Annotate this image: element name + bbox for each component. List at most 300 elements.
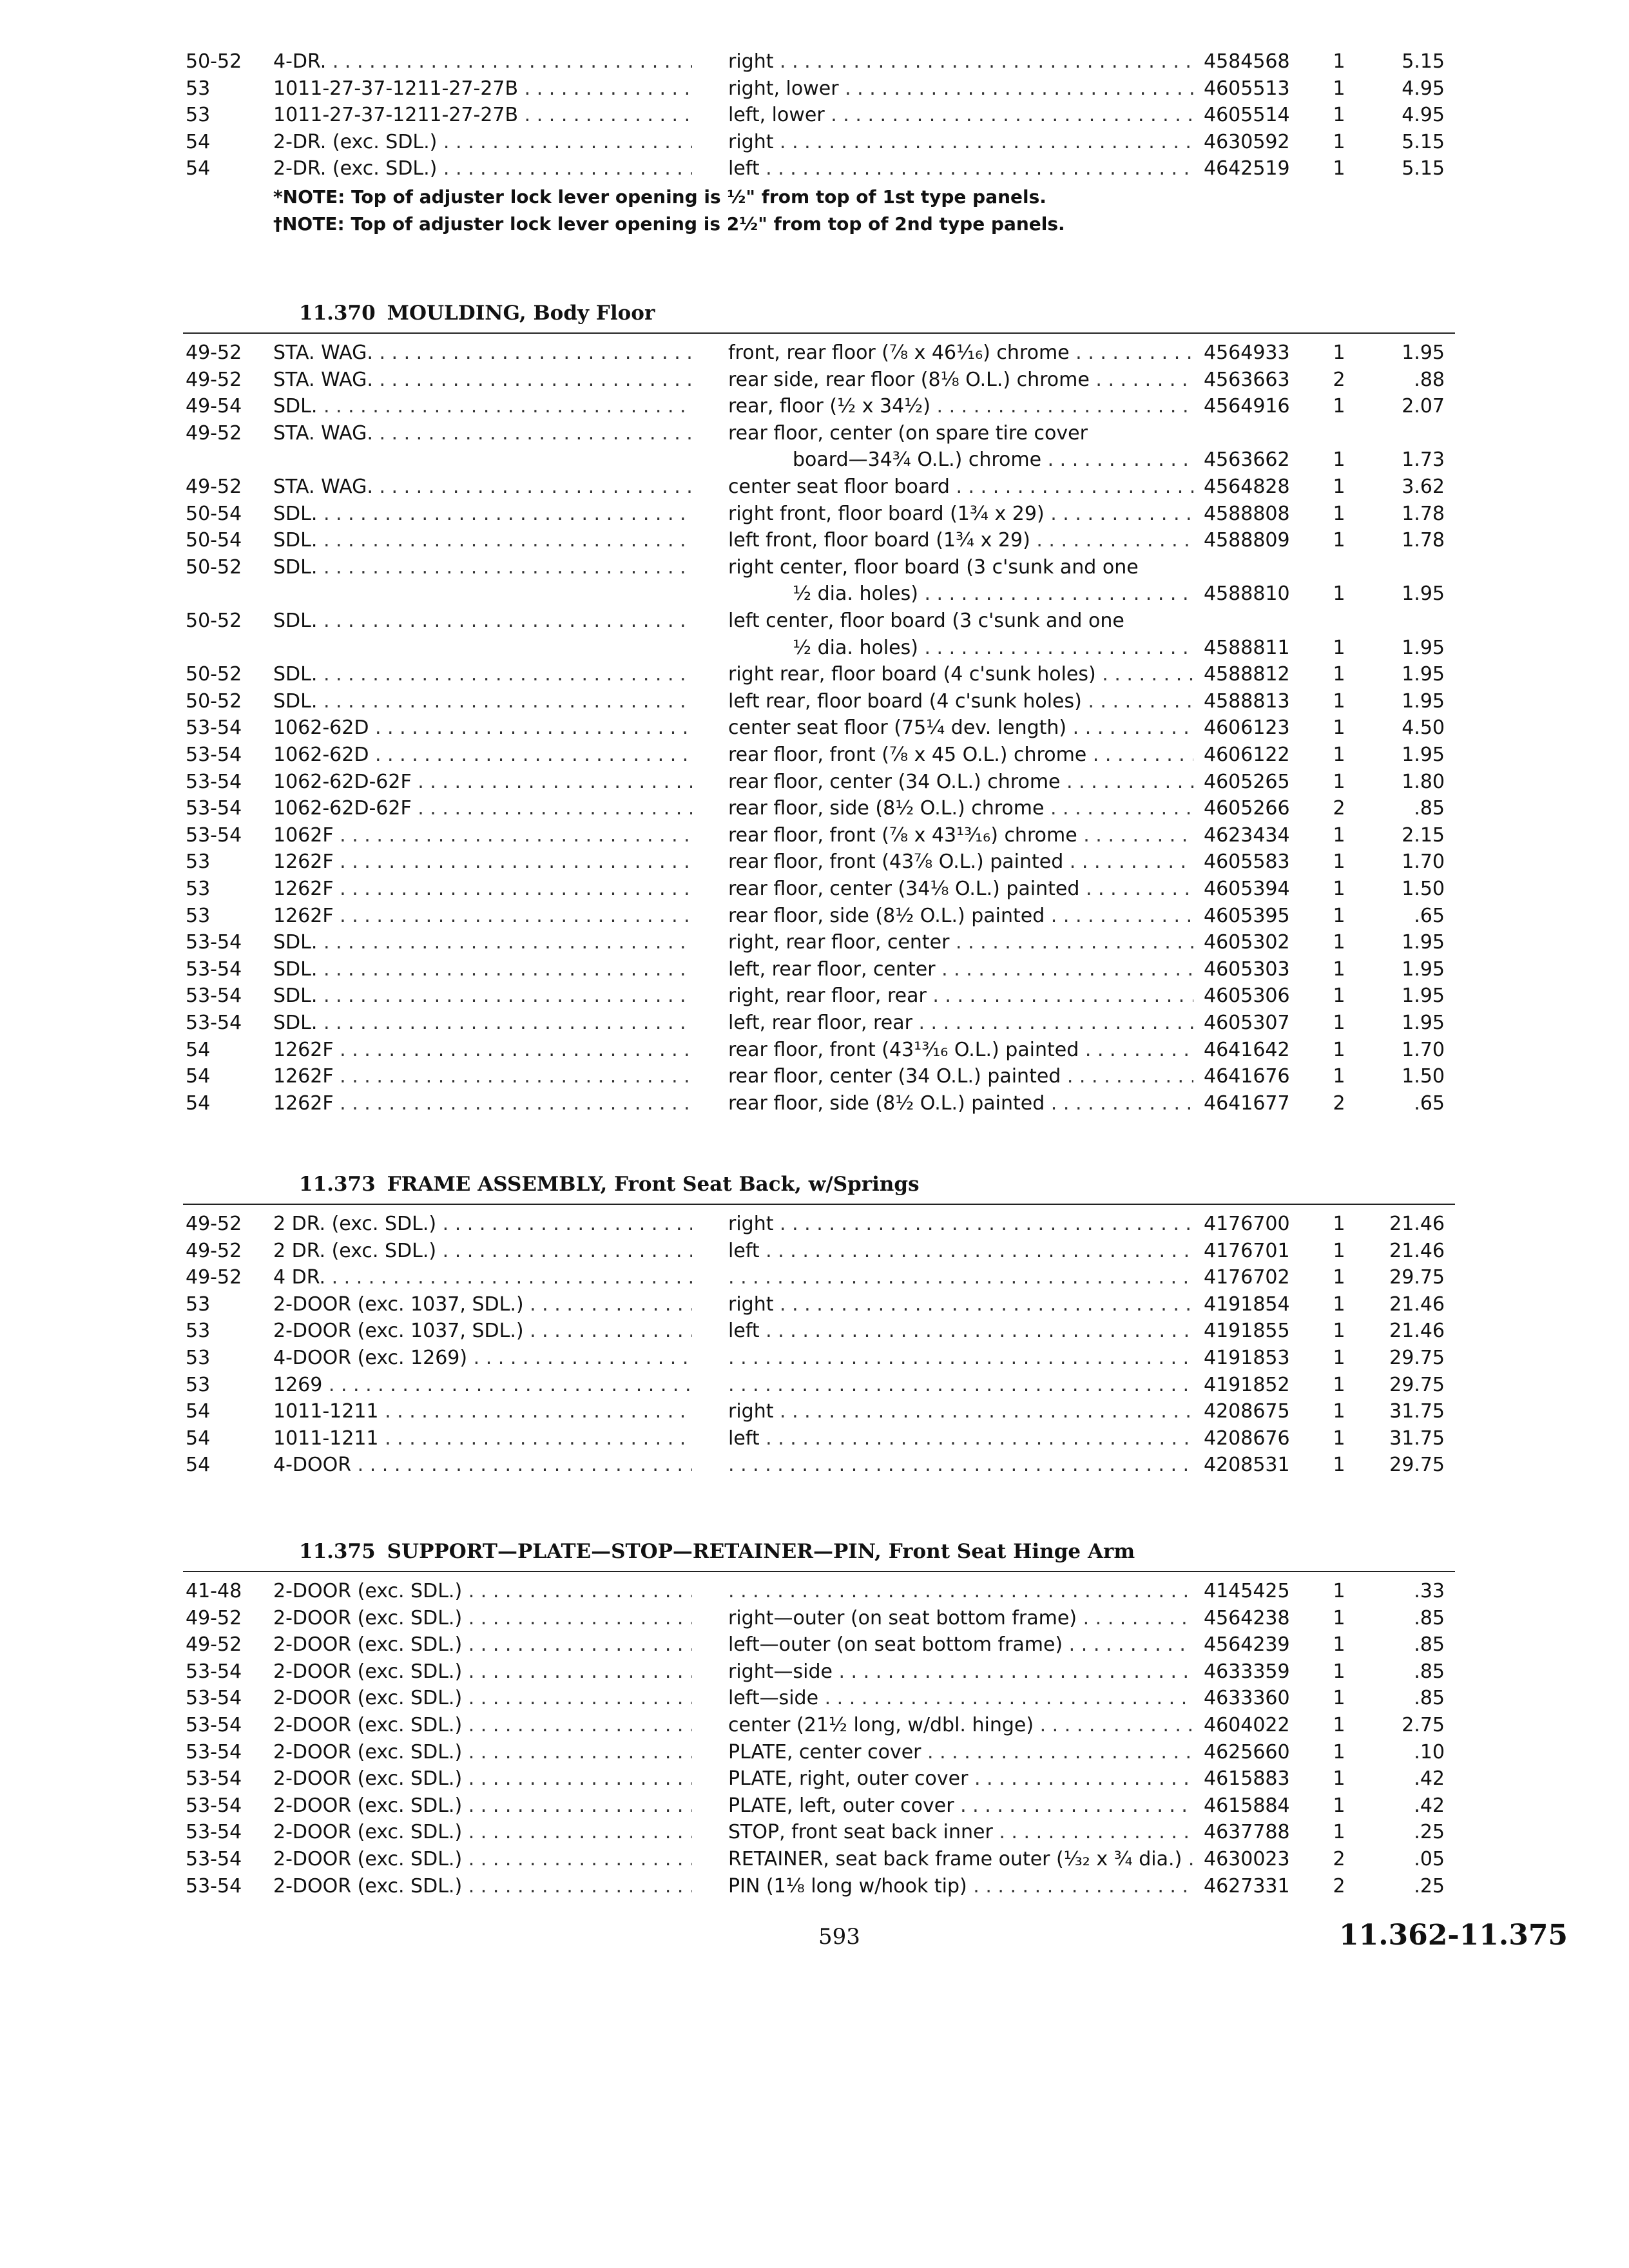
quantity-cell: 1 [1333, 1687, 1345, 1710]
description-cell: ½ dia. holes) . . . [793, 581, 1193, 607]
quantity-cell: 1 [1333, 157, 1345, 180]
part-number-cell: 4623434 [1204, 823, 1290, 847]
table-row [0, 769, 1629, 795]
quantity-cell: 1 [1333, 582, 1345, 606]
year-cell: 50-52 [186, 663, 242, 686]
quantity-cell: 1 [1333, 104, 1345, 127]
description-cell: RETAINER, seat back frame outer (¹⁄₃₂ x ¾ dia.) . . . [728, 1847, 1193, 1872]
quantity-cell: 1 [1333, 1767, 1345, 1791]
year-cell: 50-52 [186, 689, 242, 713]
quantity-cell: 1 [1333, 1794, 1345, 1817]
quantity-cell: 1 [1333, 850, 1345, 874]
year-cell: 54 [186, 1400, 211, 1423]
quantity-cell: 2 [1333, 1874, 1345, 1898]
year-cell: 49-54 [186, 395, 242, 418]
part-number-cell: 4564239 [1204, 1633, 1290, 1657]
model-cell: SDL. . . . [273, 528, 692, 553]
table-row [0, 1091, 1629, 1117]
description-cell: right front, floor board (1¾ x 29) . . . [728, 501, 1193, 527]
part-number-cell: 4605303 [1204, 957, 1290, 981]
model-cell: 2 DR. (exc. SDL.) . . . [273, 1211, 692, 1237]
model-cell: STA. WAG. . . . [273, 367, 692, 393]
model-cell: 2-DOOR (exc. SDL.) . . . [273, 1874, 692, 1899]
description-cell: left front, floor board (1¾ x 29) . . . [728, 528, 1193, 553]
price-cell: .42 [1414, 1767, 1445, 1791]
model-cell: 2-DOOR (exc. SDL.) . . . [273, 1740, 692, 1765]
quantity-cell: 1 [1333, 1400, 1345, 1423]
year-cell: 49-52 [186, 368, 242, 391]
part-number-cell: 4605266 [1204, 797, 1290, 820]
quantity-cell: 1 [1333, 636, 1345, 659]
year-cell: 49-52 [186, 1606, 242, 1629]
quantity-cell: 1 [1333, 1038, 1345, 1061]
part-number-cell: 4605514 [1204, 104, 1290, 127]
model-cell: 1262F . . . [273, 903, 692, 929]
part-number-cell: 4208676 [1204, 1427, 1290, 1450]
price-cell: .10 [1414, 1740, 1445, 1763]
price-cell: .65 [1414, 1091, 1445, 1115]
quantity-cell: 1 [1333, 878, 1345, 900]
year-cell: 53-54 [186, 770, 242, 793]
price-cell: 1.95 [1402, 1012, 1445, 1034]
year-cell: 53 [186, 1373, 211, 1396]
quantity-cell: 1 [1333, 904, 1345, 927]
price-cell: .25 [1414, 1874, 1445, 1898]
model-cell: 1062-62D . . . [273, 715, 692, 741]
part-number-cell: 4615883 [1204, 1767, 1290, 1791]
price-cell: .85 [1414, 1633, 1445, 1657]
quantity-cell: 1 [1333, 1239, 1345, 1262]
table-row [0, 49, 1629, 75]
year-cell: 50-54 [186, 529, 242, 552]
table-row [0, 102, 1629, 128]
quantity-cell: 1 [1333, 663, 1345, 686]
price-cell: .65 [1414, 904, 1445, 927]
quantity-cell: 1 [1333, 744, 1345, 766]
year-cell: 53-54 [186, 1874, 242, 1898]
model-cell: 4 DR. . . . [273, 1265, 692, 1291]
table-row [0, 1399, 1629, 1425]
price-cell: .42 [1414, 1794, 1445, 1817]
year-cell: 50-52 [186, 555, 242, 579]
year-cell: 53-54 [186, 823, 242, 847]
part-number-cell: 4588811 [1204, 636, 1290, 659]
page-number: 593 [818, 1924, 860, 1950]
description-cell: rear floor, center (34 O.L.) painted . . . [728, 1064, 1193, 1090]
model-cell: 1011-1211 . . . [273, 1399, 692, 1425]
year-cell: 53-54 [186, 1660, 242, 1683]
description-cell: left, rear floor, rear . . . [728, 1010, 1193, 1036]
description-cell: PLATE, right, outer cover . . . [728, 1766, 1193, 1792]
year-cell: 54 [186, 130, 211, 153]
quantity-cell: 1 [1333, 1821, 1345, 1844]
price-cell: 4.95 [1402, 104, 1445, 127]
description-cell: rear floor, center (34 O.L.) chrome . . . [728, 769, 1193, 795]
description-cell: right . . . [728, 49, 1193, 75]
model-cell: 2-DOOR (exc. SDL.) . . . [273, 1820, 692, 1845]
model-cell: 2-DOOR (exc. SDL.) . . . [273, 1766, 692, 1792]
price-cell: 1.78 [1402, 502, 1445, 525]
table-row [0, 1766, 1629, 1792]
description-cell: PLATE, center cover . . . [728, 1740, 1193, 1765]
description-cell: PIN (1⅛ long w/hook tip) . . . [728, 1874, 1193, 1899]
quantity-cell: 1 [1333, 1606, 1345, 1629]
model-cell: 1062F . . . [273, 823, 692, 849]
table-row-continuation [0, 581, 1629, 607]
price-cell: 4.95 [1402, 77, 1445, 100]
model-cell: 4-DOOR . . . [273, 1452, 692, 1478]
part-number-cell: 4584568 [1204, 50, 1290, 73]
price-cell: .85 [1414, 1687, 1445, 1710]
part-number-cell: 4145425 [1204, 1580, 1290, 1602]
table-row [0, 1793, 1629, 1819]
quantity-cell: 1 [1333, 985, 1345, 1008]
year-cell: 53-54 [186, 797, 242, 820]
quantity-cell: 1 [1333, 341, 1345, 364]
table-row [0, 1037, 1629, 1063]
description-cell [728, 1579, 1193, 1604]
price-cell: 3.62 [1402, 476, 1445, 498]
quantity-cell: 1 [1333, 1373, 1345, 1396]
model-cell: STA. WAG. . . . [273, 340, 692, 366]
part-number-cell: 4191853 [1204, 1347, 1290, 1369]
year-cell: 50-52 [186, 50, 242, 73]
part-number-cell: 4615884 [1204, 1794, 1290, 1817]
quantity-cell: 1 [1333, 1293, 1345, 1316]
part-number-cell: 4606123 [1204, 716, 1290, 740]
description-cell: rear floor, side (8½ O.L.) chrome . . . [728, 796, 1193, 822]
quantity-cell: 1 [1333, 1427, 1345, 1450]
table-row [0, 849, 1629, 875]
year-cell: 53-54 [186, 1740, 242, 1763]
year-cell: 53-54 [186, 1767, 242, 1791]
quantity-cell: 1 [1333, 1580, 1345, 1602]
description-cell: rear floor, center (on spare tire cover [728, 421, 1088, 445]
table-row [0, 715, 1629, 741]
part-number-cell: 4605395 [1204, 904, 1290, 927]
price-cell: 31.75 [1389, 1400, 1445, 1423]
part-number-cell: 4191852 [1204, 1373, 1290, 1396]
quantity-cell: 1 [1333, 1065, 1345, 1088]
model-cell: 2-DOOR (exc. SDL.) . . . [273, 1847, 692, 1872]
year-cell: 49-52 [186, 1239, 242, 1262]
table-row [0, 1847, 1629, 1872]
price-cell: .05 [1414, 1848, 1445, 1870]
price-cell: 1.50 [1402, 878, 1445, 900]
part-number-cell: 4630023 [1204, 1848, 1290, 1870]
price-cell: 1.95 [1402, 341, 1445, 364]
description-cell: center seat floor (75¼ dev. length) . . . [728, 715, 1193, 741]
model-cell: SDL. . . . [273, 689, 692, 715]
model-cell: SDL. . . . [273, 394, 692, 419]
description-cell: center (21½ long, w/dbl. hinge) . . . [728, 1713, 1193, 1738]
table-row [0, 1740, 1629, 1765]
part-number-cell: 4606122 [1204, 744, 1290, 766]
table-row [0, 1606, 1629, 1631]
model-cell: 2-DOOR (exc. 1037, SDL.) . . . [273, 1292, 692, 1318]
quantity-cell: 1 [1333, 1714, 1345, 1736]
model-cell: SDL. . . . [273, 930, 692, 956]
model-cell: SDL. . . . [273, 555, 692, 581]
description-cell: right—outer (on seat bottom frame) . . . [728, 1606, 1193, 1631]
part-number-cell: 4588810 [1204, 582, 1290, 606]
price-cell: .33 [1414, 1580, 1445, 1602]
table-row [0, 823, 1629, 849]
table-row [0, 156, 1629, 182]
footnote: *NOTE: Top of adjuster lock lever opening is ½" from top of 1st type panels. [273, 186, 1046, 207]
model-cell: 2-DOOR (exc. SDL.) . . . [273, 1632, 692, 1658]
part-number-cell: 4605265 [1204, 770, 1290, 793]
part-number-cell: 4641676 [1204, 1065, 1290, 1088]
model-cell: SDL. . . . [273, 957, 692, 983]
part-number-cell: 4604022 [1204, 1714, 1290, 1736]
description-cell: front, rear floor (⅞ x 46¹⁄₁₆) chrome . . . [728, 340, 1193, 366]
table-row-continuation [0, 447, 1629, 473]
price-cell: 5.15 [1402, 130, 1445, 153]
model-cell: 4-DOOR (exc. 1269) . . . [273, 1345, 692, 1371]
quantity-cell: 1 [1333, 1213, 1345, 1235]
table-row [0, 930, 1629, 956]
description-cell: right, rear floor, rear . . . [728, 983, 1193, 1009]
table-row [0, 796, 1629, 822]
year-cell: 49-52 [186, 476, 242, 498]
section-heading [299, 299, 655, 327]
table-row [0, 340, 1629, 366]
part-number-cell: 4633360 [1204, 1687, 1290, 1710]
table-row [0, 394, 1629, 419]
part-number-cell: 4641677 [1204, 1091, 1290, 1115]
description-cell: right . . . [728, 130, 1193, 155]
part-number-cell: 4588809 [1204, 529, 1290, 552]
year-cell: 53-54 [186, 931, 242, 954]
description-cell: rear floor, center (34⅛ O.L.) painted . . . [728, 876, 1193, 902]
section-rule [183, 1571, 1455, 1572]
description-cell: rear floor, side (8½ O.L.) painted . . . [728, 903, 1193, 929]
description-cell: left . . . [728, 1238, 1193, 1264]
table-row [0, 1292, 1629, 1318]
price-cell: 21.46 [1389, 1213, 1445, 1235]
year-cell: 53 [186, 850, 211, 874]
model-cell: 2-DOOR (exc. SDL.) . . . [273, 1713, 692, 1738]
price-cell: 21.46 [1389, 1293, 1445, 1316]
price-cell: 1.95 [1402, 663, 1445, 686]
table-row [0, 1579, 1629, 1604]
description-cell: right . . . [728, 1211, 1193, 1237]
description-cell: left center, floor board (3 c'sunk and one [728, 610, 1124, 632]
quantity-cell: 1 [1333, 1633, 1345, 1657]
price-cell: 1.95 [1402, 689, 1445, 713]
quantity-cell: 1 [1333, 957, 1345, 981]
table-row [0, 1452, 1629, 1478]
section-title: MOULDING, Body Floor [387, 302, 655, 325]
model-cell: STA. WAG. . . . [273, 474, 692, 500]
quantity-cell: 1 [1333, 50, 1345, 73]
section-title: FRAME ASSEMBLY, Front Seat Back, w/Springs [387, 1173, 920, 1196]
price-cell: 2.75 [1402, 1714, 1445, 1736]
model-cell: 2-DOOR (exc. SDL.) . . . [273, 1686, 692, 1711]
model-cell: 2-DR. (exc. SDL.) . . . [273, 156, 692, 182]
price-cell: 1.95 [1402, 957, 1445, 981]
table-row [0, 742, 1629, 768]
price-cell: 1.95 [1402, 582, 1445, 606]
part-number-cell: 4564933 [1204, 341, 1290, 364]
model-cell: 1262F . . . [273, 1064, 692, 1090]
description-cell: right, lower . . . [728, 76, 1193, 102]
quantity-cell: 1 [1333, 1012, 1345, 1034]
description-cell: rear side, rear floor (8⅛ O.L.) chrome . . . [728, 367, 1193, 393]
price-cell: 5.15 [1402, 157, 1445, 180]
year-cell: 50-54 [186, 502, 242, 525]
price-cell: 1.95 [1402, 985, 1445, 1008]
part-number-cell: 4637788 [1204, 1821, 1290, 1844]
description-cell: right, rear floor, center . . . [728, 930, 1193, 956]
part-number-cell: 4642519 [1204, 157, 1290, 180]
description-cell: right rear, floor board (4 c'sunk holes) . . . [728, 662, 1193, 687]
year-cell: 53-54 [186, 1714, 242, 1736]
section-title: SUPPORT—PLATE—STOP—RETAINER—PIN, Front Seat Hinge Arm [387, 1540, 1135, 1563]
description-cell: right . . . [728, 1292, 1193, 1318]
model-cell: SDL. . . . [273, 1010, 692, 1036]
price-cell: .25 [1414, 1821, 1445, 1844]
part-number-cell: 4605583 [1204, 850, 1290, 874]
price-cell: 1.80 [1402, 770, 1445, 793]
year-cell: 53-54 [186, 716, 242, 740]
table-row [0, 689, 1629, 715]
price-cell: 4.50 [1402, 716, 1445, 740]
description-cell [728, 1372, 1193, 1398]
price-cell: 21.46 [1389, 1239, 1445, 1262]
part-number-cell: 4191854 [1204, 1293, 1290, 1316]
price-cell: 5.15 [1402, 50, 1445, 73]
table-row [0, 1820, 1629, 1845]
page-range: 11.362-11.375 [1339, 1919, 1568, 1952]
model-cell: 2-DOOR (exc. 1037, SDL.) . . . [273, 1318, 692, 1344]
quantity-cell: 2 [1333, 1848, 1345, 1870]
description-cell: rear floor, side (8½ O.L.) painted . . . [728, 1091, 1193, 1117]
description-cell: left, rear floor, center . . . [728, 957, 1193, 983]
quantity-cell: 1 [1333, 1740, 1345, 1763]
table-row [0, 1659, 1629, 1685]
section-heading [299, 1537, 1135, 1566]
description-cell [728, 1452, 1193, 1478]
price-cell: 1.95 [1402, 744, 1445, 766]
price-cell: 1.95 [1402, 636, 1445, 659]
section-rule [183, 332, 1455, 334]
model-cell: 2-DOOR (exc. SDL.) . . . [273, 1793, 692, 1819]
description-cell: PLATE, left, outer cover . . . [728, 1793, 1193, 1819]
table-row [0, 528, 1629, 553]
table-row [0, 1064, 1629, 1090]
description-cell: right—side . . . [728, 1659, 1193, 1685]
part-number-cell: 4630592 [1204, 130, 1290, 153]
description-cell: left, lower . . . [728, 102, 1193, 128]
table-row [0, 130, 1629, 155]
year-cell: 41-48 [186, 1580, 242, 1602]
year-cell: 53-54 [186, 1794, 242, 1817]
quantity-cell: 1 [1333, 716, 1345, 740]
part-number-cell: 4176701 [1204, 1239, 1290, 1262]
year-cell: 53 [186, 904, 211, 927]
year-cell: 54 [186, 1091, 211, 1115]
quantity-cell: 2 [1333, 1091, 1345, 1115]
year-cell: 54 [186, 1454, 211, 1477]
quantity-cell: 1 [1333, 1454, 1345, 1477]
quantity-cell: 1 [1333, 770, 1345, 793]
table-row [0, 501, 1629, 527]
price-cell: .85 [1414, 1606, 1445, 1629]
model-cell: 4-DR. . . . [273, 49, 692, 75]
table-row [0, 421, 1629, 447]
model-cell: 1062-62D-62F . . . [273, 769, 692, 795]
table-row [0, 555, 1629, 581]
model-cell: 2-DOOR (exc. SDL.) . . . [273, 1659, 692, 1685]
description-cell: left—side . . . [728, 1686, 1193, 1711]
year-cell: 49-52 [186, 1266, 242, 1289]
section-heading [299, 1170, 920, 1198]
description-cell: right center, floor board (3 c'sunk and one [728, 555, 1139, 579]
price-cell: 29.75 [1389, 1347, 1445, 1369]
part-number-cell: 4605306 [1204, 985, 1290, 1008]
section-number: 11.375 [299, 1540, 376, 1563]
model-cell: SDL. . . . [273, 608, 692, 634]
table-row [0, 76, 1629, 102]
price-cell: .88 [1414, 368, 1445, 391]
part-number-cell: 4625660 [1204, 1740, 1290, 1763]
year-cell: 49-52 [186, 1633, 242, 1657]
footnote: †NOTE: Top of adjuster lock lever opening is 2½" from top of 2nd type panels. [273, 213, 1065, 235]
price-cell: 1.50 [1402, 1065, 1445, 1088]
description-cell: rear floor, front (43⅞ O.L.) painted . . . [728, 849, 1193, 875]
part-number-cell: 4627331 [1204, 1874, 1290, 1898]
year-cell: 53 [186, 1293, 211, 1316]
table-row [0, 1318, 1629, 1344]
table-row [0, 1010, 1629, 1036]
part-number-cell: 4208531 [1204, 1454, 1290, 1477]
quantity-cell: 1 [1333, 823, 1345, 847]
quantity-cell: 1 [1333, 395, 1345, 418]
model-cell: SDL. . . . [273, 983, 692, 1009]
description-cell: left . . . [728, 1318, 1193, 1344]
year-cell: 53-54 [186, 1012, 242, 1034]
year-cell: 53-54 [186, 1848, 242, 1870]
part-number-cell: 4564916 [1204, 395, 1290, 418]
part-number-cell: 4176702 [1204, 1266, 1290, 1289]
table-row [0, 1686, 1629, 1711]
model-cell: 1262F . . . [273, 1091, 692, 1117]
price-cell: 1.70 [1402, 850, 1445, 874]
quantity-cell: 2 [1333, 797, 1345, 820]
table-row [0, 474, 1629, 500]
year-cell: 54 [186, 1427, 211, 1450]
table-row [0, 1238, 1629, 1264]
part-number-cell: 4641642 [1204, 1038, 1290, 1061]
model-cell: 1269 . . . [273, 1372, 692, 1398]
year-cell: 53 [186, 1320, 211, 1343]
model-cell: 1262F . . . [273, 849, 692, 875]
table-row [0, 662, 1629, 687]
table-row [0, 1426, 1629, 1452]
part-number-cell: 4605307 [1204, 1012, 1290, 1034]
part-number-cell: 4633359 [1204, 1660, 1290, 1683]
year-cell: 53 [186, 1347, 211, 1369]
model-cell: STA. WAG. . . . [273, 421, 692, 447]
description-cell: STOP, front seat back inner . . . [728, 1820, 1193, 1845]
year-cell: 53-54 [186, 744, 242, 766]
price-cell: 21.46 [1389, 1320, 1445, 1343]
part-number-cell: 4588813 [1204, 689, 1290, 713]
description-cell: board—34¾ O.L.) chrome . . . [793, 447, 1193, 473]
model-cell: 1062-62D-62F . . . [273, 796, 692, 822]
